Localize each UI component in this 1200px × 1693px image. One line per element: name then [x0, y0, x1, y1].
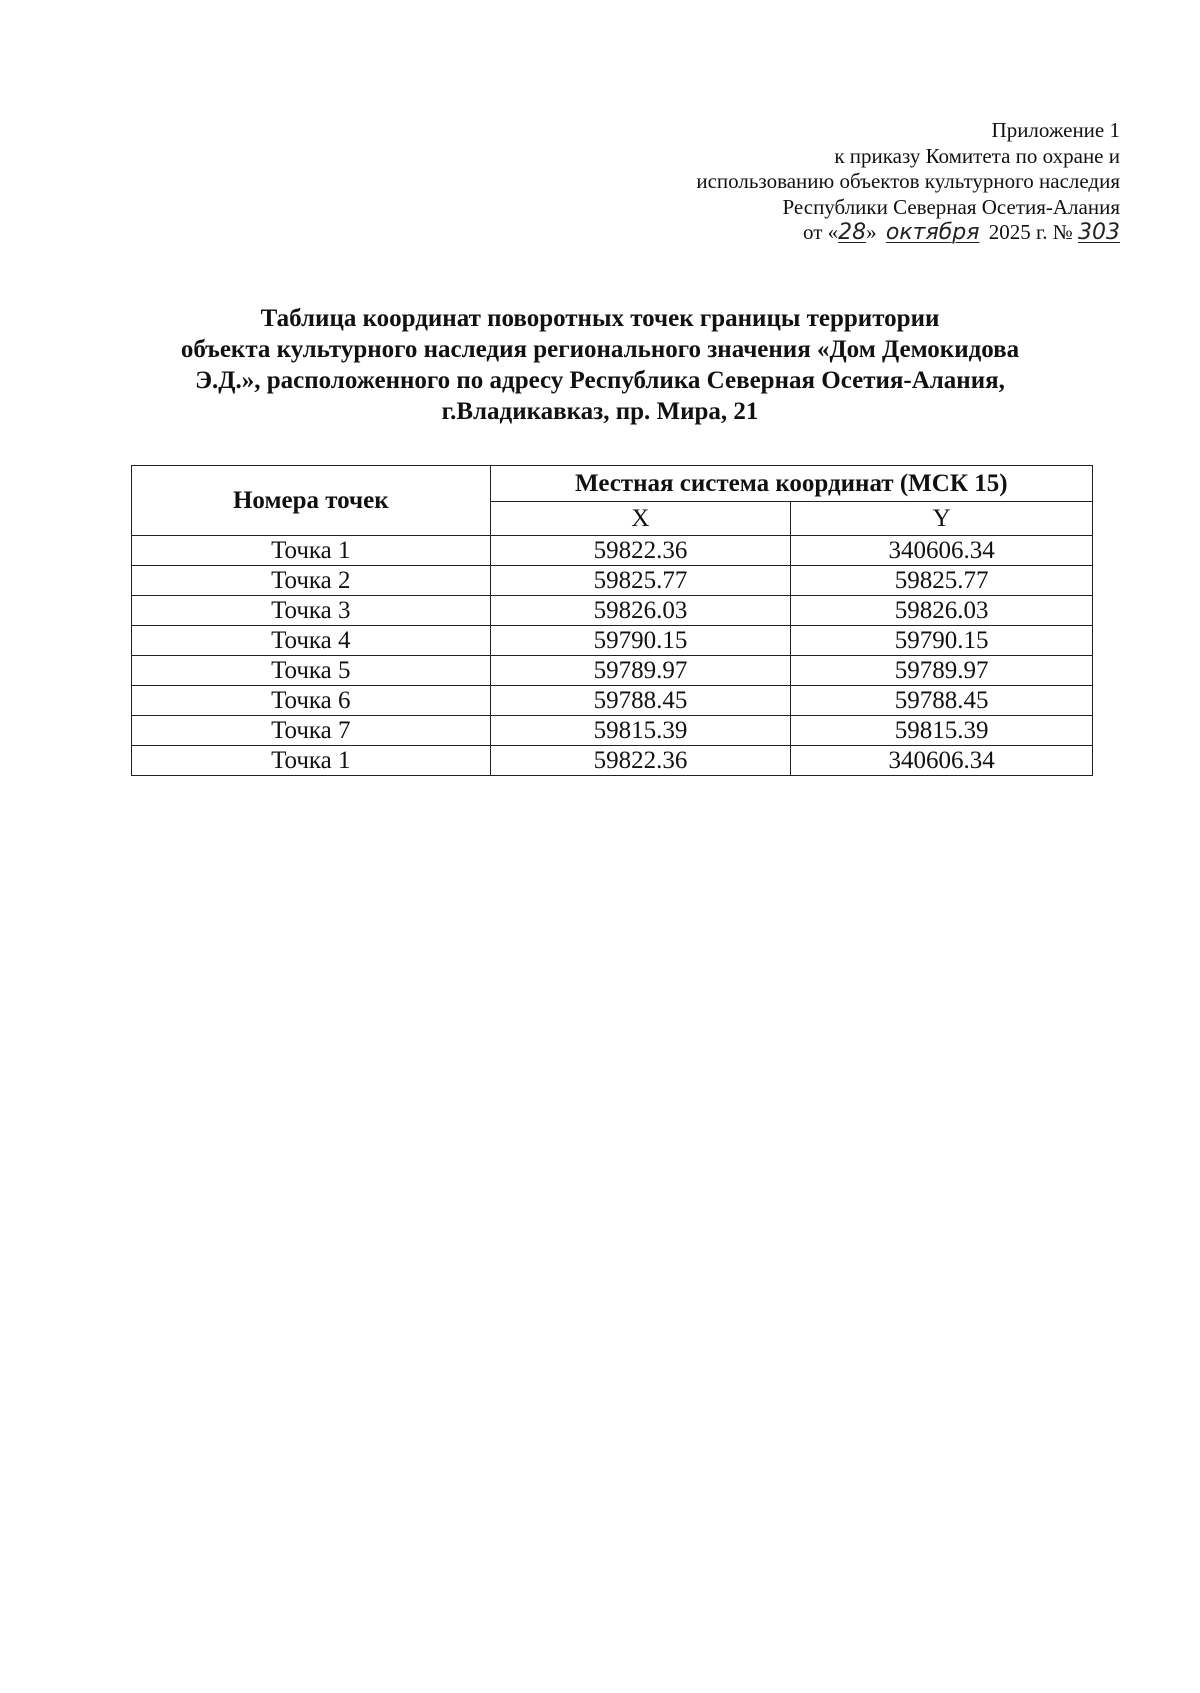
cell-x: 59822.36: [490, 536, 791, 566]
header-y: Y: [791, 502, 1093, 536]
appendix-header: [696, 118, 1120, 246]
cell-y: 59826.03: [791, 596, 1093, 626]
appendix-committee: использованию объектов культурного наследия: [696, 169, 1120, 193]
cell-y: 59790.15: [791, 626, 1093, 656]
table-row: [132, 746, 1093, 776]
appendix-title: Приложение 1: [991, 118, 1120, 142]
title-line-1: Таблица координат поворотных точек границы территории: [260, 305, 940, 332]
cell-y: 59788.45: [791, 686, 1093, 716]
cell-point: Точка 1: [132, 746, 491, 776]
coordinates-table: [131, 465, 1093, 776]
date-year: 2025 г. №: [988, 220, 1073, 244]
table-row: [132, 626, 1093, 656]
cell-y: 59789.97: [791, 656, 1093, 686]
cell-point: Точка 1: [132, 536, 491, 566]
cell-x: 59788.45: [490, 686, 791, 716]
appendix-date-line: [696, 220, 1120, 246]
cell-y: 340606.34: [791, 536, 1093, 566]
handwritten-order-number: 303: [1078, 220, 1120, 245]
handwritten-month: октября: [885, 220, 980, 245]
cell-point: Точка 2: [132, 566, 491, 596]
date-prefix: от «: [802, 220, 839, 244]
handwritten-day: 28: [838, 220, 867, 245]
cell-y: 340606.34: [791, 746, 1093, 776]
title-line-3: Э.Д.», расположенного по адресу Республика Северная Осетия-Алания,: [195, 367, 1005, 394]
header-point-numbers: Номера точек: [132, 466, 491, 536]
title-line-2: объекта культурного наследия регионального значения «Дом Демокидова: [180, 336, 1020, 363]
cell-x: 59826.03: [490, 596, 791, 626]
table-row: [132, 596, 1093, 626]
header-coordinate-system: Местная система координат (МСК 15): [490, 466, 1092, 502]
cell-y: 59815.39: [791, 716, 1093, 746]
table-row: [132, 686, 1093, 716]
cell-point: Точка 4: [132, 626, 491, 656]
cell-point: Точка 7: [132, 716, 491, 746]
cell-point: Точка 3: [132, 596, 491, 626]
cell-x: 59815.39: [490, 716, 791, 746]
cell-point: Точка 5: [132, 656, 491, 686]
appendix-order-ref: к приказу Комитета по охране и: [834, 143, 1120, 168]
cell-y: 59825.77: [791, 566, 1093, 596]
cell-x: 59789.97: [490, 656, 791, 686]
cell-x: 59790.15: [490, 626, 791, 656]
appendix-republic: Республики Северная Осетия-Алания: [782, 194, 1120, 219]
cell-x: 59825.77: [490, 566, 791, 596]
table-header-row: [132, 466, 1093, 502]
date-quote-close: »: [866, 220, 877, 244]
table-row: [132, 566, 1093, 596]
table-row: [132, 536, 1093, 566]
title-line-4: г.Владикавказ, пр. Мира, 21: [441, 398, 759, 425]
cell-point: Точка 6: [132, 686, 491, 716]
document-title: [100, 303, 1100, 427]
table-row: [132, 656, 1093, 686]
header-x: X: [490, 502, 791, 536]
table-row: [132, 716, 1093, 746]
cell-x: 59822.36: [490, 746, 791, 776]
